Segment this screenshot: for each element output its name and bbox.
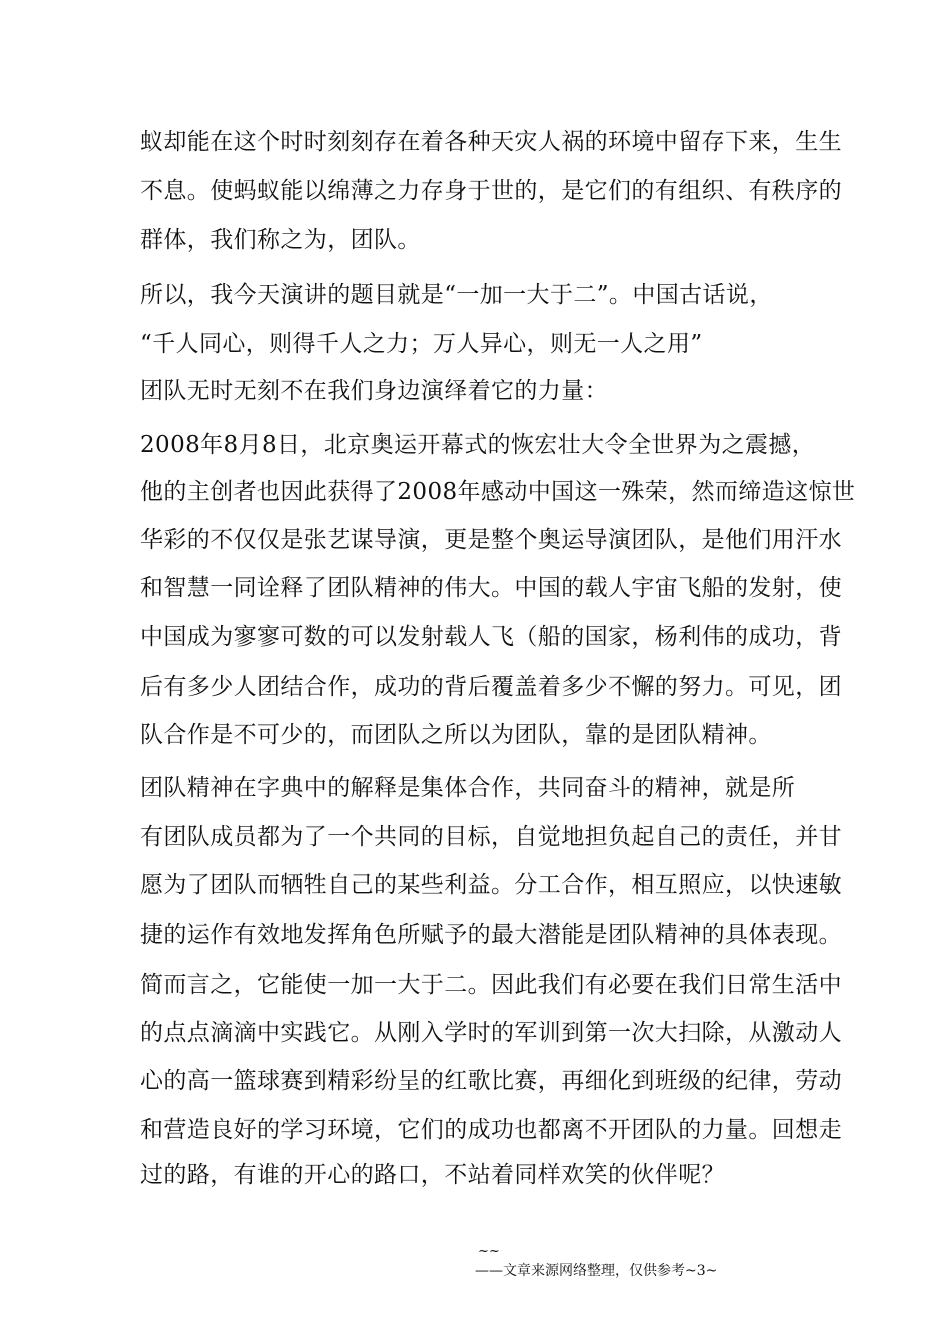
text-line: 所以，我今天演讲的题目就是“一加一大于二”。中国古话说， (140, 282, 773, 308)
text-line: 华彩的不仅仅是张艺谋导演，更是整个奥运导演团队，是他们用汗水 (140, 527, 842, 553)
text-line: 团队无时无刻不在我们身边演绎着它的力量： (140, 378, 608, 404)
text-line: 后有多少人团结合作，成功的背后覆盖着多少不懈的努力。可见，团 (140, 674, 842, 700)
footer-note: ——文章来源网络整理，仅供参考~3~ (475, 1263, 718, 1279)
text-line: 有团队成员都为了一个共同的目标，自觉地担负起自己的责任，并甘 (140, 824, 842, 850)
text-line: 捷的运作有效地发挥角色所赋予的最大潜能是团队精神的具体表现。 (140, 922, 842, 948)
text-line: “千人同心，则得千人之力；万人异心，则无一人之用” (140, 331, 703, 357)
footer-mark: ~~ (478, 1244, 500, 1259)
text-line: 心的高一篮球赛到精彩纷呈的红歌比赛，再细化到班级的纪律，劳动 (140, 1068, 842, 1094)
text-line: 的点点滴滴中实践它。从刚入学时的军训到第一次大扫除，从激动人 (140, 1020, 842, 1046)
text-line: 过的路，有谁的开心的路口，不站着同样欢笑的伙伴呢？ (140, 1162, 725, 1188)
text-line: 蚁却能在这个时时刻刻存在着各种天灾人祸的环境中留存下来，生生 (140, 129, 842, 155)
text-line: 和智慧一同诠释了团队精神的伟大。中国的载人宇宙飞船的发射，使 (140, 575, 842, 601)
text-line: 2008年8月8日，北京奥运开幕式的恢宏壮大令全世界为之震撼， (140, 432, 816, 458)
text-line: 和营造良好的学习环境，它们的成功也都离不开团队的力量。回想走 (140, 1117, 842, 1143)
text-line: 中国成为寥寥可数的可以发射载人飞（船的国家，杨利伟的成功，背 (140, 624, 842, 650)
text-line: 愿为了团队而牺牲自己的某些利益。分工合作，相互照应，以快速敏 (140, 872, 842, 898)
text-line: 团队精神在字典中的解释是集体合作，共同奋斗的精神，就是所 (140, 775, 796, 801)
text-line: 不息。使蚂蚁能以绵薄之力存身于世的，是它们的有组织、有秩序的 (140, 178, 842, 204)
text-line: 队合作是不可少的，而团队之所以为团队，靠的是团队精神。 (140, 722, 772, 748)
text-line: 简而言之，它能使一加一大于二。因此我们有必要在我们日常生活中 (140, 972, 842, 998)
text-line: 他的主创者也因此获得了2008年感动中国这一殊荣，然而缔造这惊世 (140, 479, 856, 505)
text-line: 群体，我们称之为，团队。 (140, 227, 421, 253)
